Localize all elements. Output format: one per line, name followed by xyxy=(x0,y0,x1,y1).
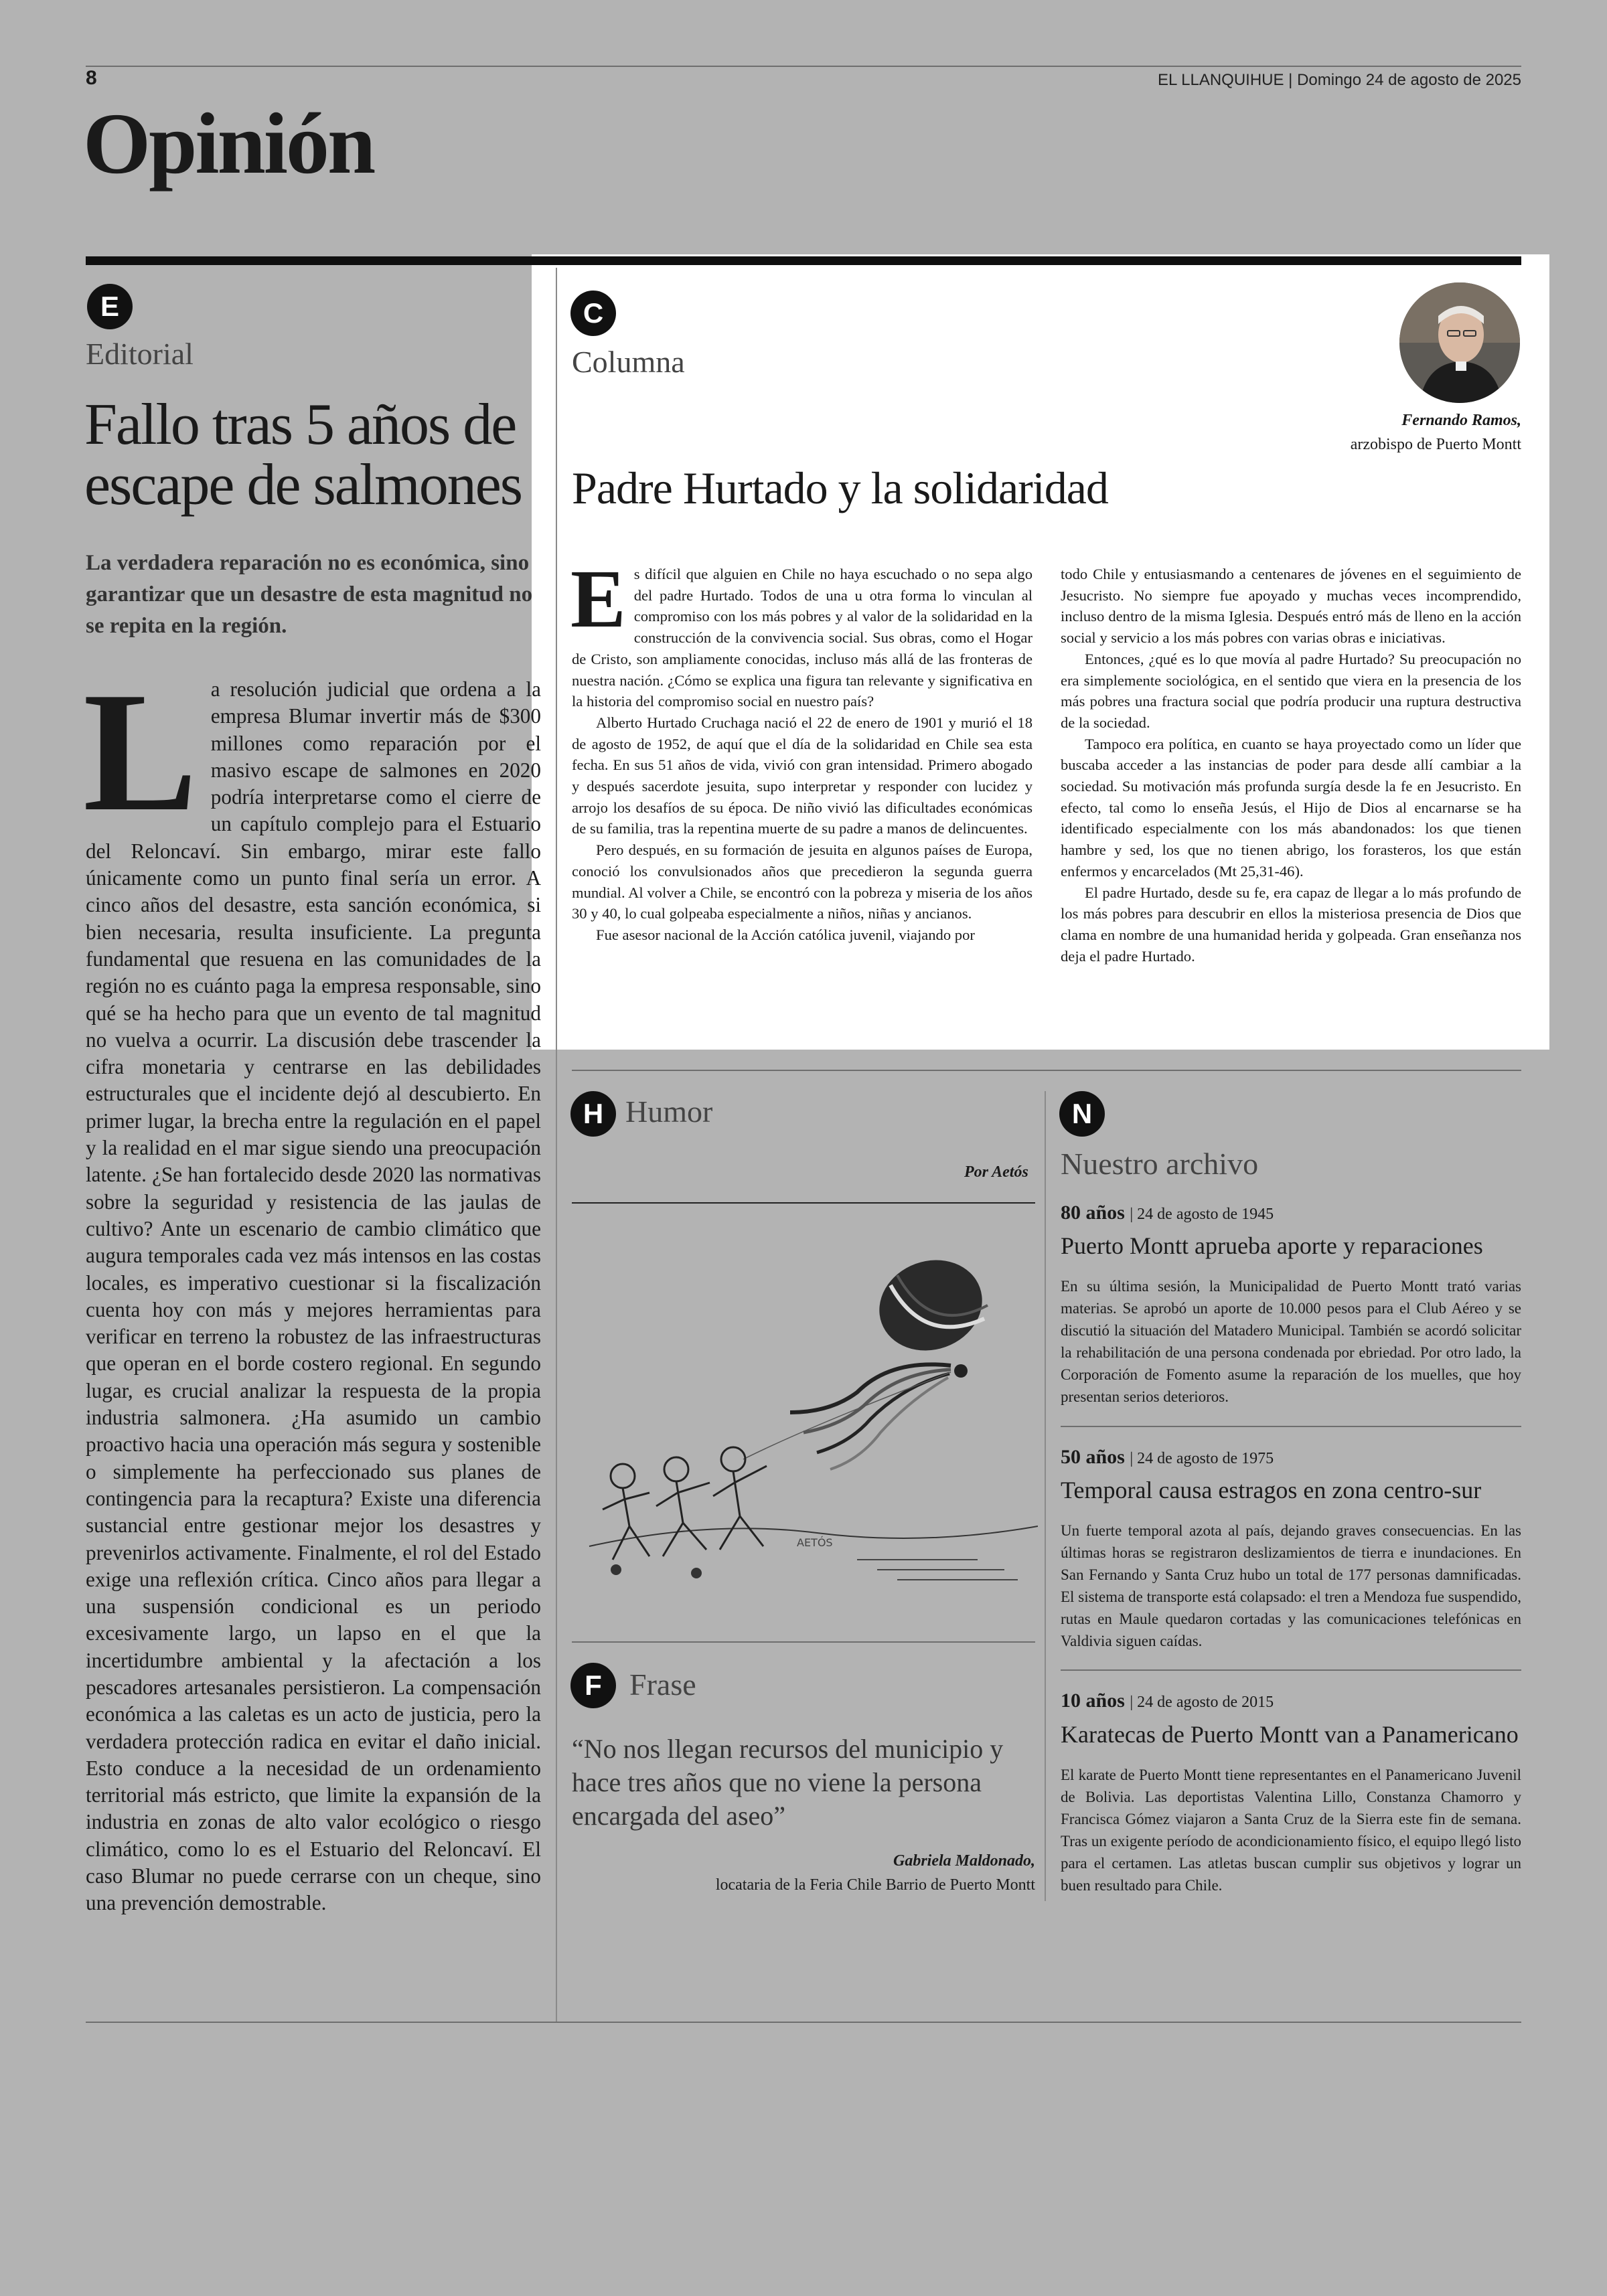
columna-p2: Alberto Hurtado Cruchaga nació el 22 de enero de 1901 y murió el 18 de agosto de 1952, de aquí que el día de la solidaridad en Chile sea esta fecha. En sus 51 años de vida, vivió con gran intensidad. Primero abogado y después sacerdote jesuita, supo interpretar y responder con lucidez y arrojo los desafíos de su época. De niño vivió las dificultades económicas de su familia, tras la repentina muerte de su padre a manos de delincuentes. xyxy=(572,714,1032,837)
editorial-title-line1: Fallo tras 5 años de xyxy=(84,392,516,457)
columna-p8: El padre Hurtado, desde su fe, era capaz de llegar a lo más profundo de los más pobres para descubrir en ellos la misteriosa presencia de Dios que clama en nombre de una humanidad herida y golpeada. Gran enseñanza nos deja el padre Hurtado. xyxy=(1061,884,1521,965)
archivo-item-1-date: | 24 de agosto de 1945 xyxy=(1130,1206,1274,1223)
columna-title: Padre Hurtado y la solidaridad xyxy=(572,463,1108,513)
bottom-rule xyxy=(86,2022,1521,2023)
section-bar xyxy=(86,256,1521,265)
columna-byline xyxy=(1351,408,1521,457)
humor-rule xyxy=(572,1202,1035,1204)
frase-badge: F xyxy=(570,1663,616,1708)
page-number: 8 xyxy=(86,67,97,89)
section-title: Opinión xyxy=(83,96,374,192)
archivo-rule-1 xyxy=(1061,1426,1521,1427)
frase-role: locataria de la Feria Chile Barrio de Puerto Montt xyxy=(715,1876,1035,1894)
editorial-kicker: Editorial xyxy=(86,337,194,371)
archivo-item-3-date: | 24 de agosto de 2015 xyxy=(1130,1694,1274,1711)
archivo-item-2-years: 50 años xyxy=(1061,1446,1125,1468)
columna-p7: Tampoco era política, en cuanto se haya proyectado como un líder que buscaba acceder a las instancias de poder para desde allí cambiar a la sociedad. Su motivación más profunda surgía desde la fe en Jesucristo. En efecto, tal como lo enseña Jesús, el Hijo de Dios al encarnarse se ha identificado especialmente con los más abandonados: los que tienen hambre y sed, los que no tienen abrigo, los forasteros, los que están enfermos y encarcelados (Mt 25,31-46). xyxy=(1061,735,1521,880)
archivo-item-3-head xyxy=(1061,1690,1274,1712)
humor-kicker: Humor xyxy=(625,1094,713,1129)
frase-byline xyxy=(572,1849,1035,1897)
archivo-item-1-years: 80 años xyxy=(1061,1202,1125,1224)
column-divider-right xyxy=(1045,1091,1046,1901)
archivo-item-2-text: Un fuerte temporal azota al país, dejando graves consecuencias. En las últimas horas se registraron deslizamientos de tierra e inundaciones. En San Fernando y Santa Cruz hubo un total de 177 personas damnificadas. El sistema de transporte está colapsado: el tren a Mendoza fue suspendido, rutas en Maule quedaron cortadas y las comunicaciones telefónicas en Valdivia siguen caídas. xyxy=(1061,1522,1521,1649)
archivo-item-1-title: Puerto Montt aprueba aporte y reparaciones xyxy=(1061,1232,1483,1259)
archivo-badge: N xyxy=(1059,1091,1105,1137)
columna-bottom-rule xyxy=(572,1070,1521,1071)
columna-body-right xyxy=(1061,564,1521,967)
editorial-lead: La verdadera reparación no es económica, sino garantizar que un desastre de esta magnitud no se repita en la región. xyxy=(86,551,533,638)
humor-cartoon xyxy=(576,1212,1038,1627)
columna-p5: todo Chile y entusiasmando a centenares de jóvenes en el seguimiento de Jesucristo. No siempre fue apoyado y muchas veces incomprendido, incluso dentro de la misma Iglesia. Después entró más de lleno en la acción social y servicio a los más pobres con varias obras e iniciativas. xyxy=(1061,566,1521,647)
frase-kicker: Frase xyxy=(629,1667,696,1702)
columna-p1: s difícil que alguien en Chile no haya escuchado o no sepa algo del padre Hurtado. Todos de una u otra forma lo vinculan al compromiso con los más pobres y al valor de la solidaridad en la construcción de la convivencia social. Sus obras, como el Hogar de Cristo, son ampliamente conocidas, incluso más allá de las fronteras de nuestra nación. ¿Cómo se explica una figura tan relevante y significativa en la historia del compromiso social en nuestro país? xyxy=(572,566,1032,710)
archivo-rule-2 xyxy=(1061,1669,1521,1671)
cartoon-signature: AETÓS xyxy=(797,1536,833,1549)
humor-badge: H xyxy=(570,1091,616,1137)
archivo-item-3-text: El karate de Puerto Montt tiene representantes en el Panamericano Juvenil de Bolivia. Las deportistas Valentina Lillo, Constanza Chamorro y Francisca Gómez viajaron a Santa Cruz de la Sierra este fin de semana. Tras un exigente período de acondicionamiento físico, el equipo llegó listo para el certamen. Las atletas buscan cumplir sus objetivos y lograr un buen resultado para Chile. xyxy=(1061,1767,1521,1894)
columna-p6: Entonces, ¿qué es lo que movía al padre Hurtado? Su preocupación no era simplemente sociológica, en el sentido que viera en la presencia de los más pobres una fractura social que podría producir una ruptura destructiva de la sociedad. xyxy=(1061,650,1521,731)
editorial-title xyxy=(84,392,522,517)
editorial-body xyxy=(83,657,541,1917)
columna-author-name: Fernando Ramos, xyxy=(1401,412,1521,429)
humor-credit: Por Aetós xyxy=(964,1163,1028,1181)
humor-bottom-rule xyxy=(572,1641,1035,1643)
columna-p4: Fue asesor nacional de la Acción católica juvenil, viajando por xyxy=(596,926,975,943)
columna-p3: Pero después, en su formación de jesuita en algunos países de Europa, conoció los convulsionados años que precedieron la segunda guerra mundial. Al volver a Chile, se encontró con la pobreza y miseria de los años 30 y 40, lo cual golpeaba especialmente a niños, niñas y ancianos. xyxy=(572,841,1032,922)
top-rule xyxy=(86,66,1521,67)
archivo-item-2-head xyxy=(1061,1446,1274,1469)
columna-badge: C xyxy=(570,291,616,336)
editorial-dropcap: L xyxy=(83,657,198,847)
archivo-item-3-title: Karatecas de Puerto Montt van a Panamericano xyxy=(1061,1721,1519,1748)
archivo-item-3-years: 10 años xyxy=(1061,1690,1125,1712)
archivo-kicker: Nuestro archivo xyxy=(1061,1147,1259,1181)
archivo-item-2-date: | 24 de agosto de 1975 xyxy=(1130,1450,1274,1467)
archivo-item-1-text: En su última sesión, la Municipalidad de Puerto Montt trató varias materias. Se aprobó un aporte de 10.000 pesos para el Club Aéreo y se discutió la situación del Matadero Municipal. También se acordó solicitar la rehabilitación de una persona condenada por ebriedad. Por otro lado, la Corporación de Fomento asume la reparación de los muelles, que hoy presentan serios deterioros. xyxy=(1061,1278,1521,1405)
editorial-text: a resolución judicial que ordena a la empresa Blumar invertir más de $300 millones como reparación por el masivo escape de salmones en 2020 podría interpretarse como el cierre de un capítulo complejo para el Estuario del Reloncaví. Sin embargo, mirar este fallo únicamente como un punto final sería un error. A cinco años del desastre, esta sanción económica, si bien necesaria, resulta insuficiente. La pregunta fundamental que resuena en las comunidades de la región no es cuánto paga la empresa responsable, sino qué se ha hecho para que un evento de tal magnitud no vuelva a ocurrir. La discusión debe trascender la cifra monetaria y centrarse en las debilidades estructurales que el incidente dejó al descubierto. En primer lugar, la brecha entre la regulación en el papel y la realidad en el mar sigue siendo una preocupación latente. ¿Se han fortalecido desde 2020 las normativas sobre la seguridad y resistencia de las jaulas de cultivo? Ante un escenario de cambio climático que augura temporales cada vez más intensos en las costas locales, es imperativo cuestionar si la fiscalización cuenta hoy con más y mejores herramientas para verificar en terreno la robustez de las infraestructuras que operan en el borde costero regional. En segundo lugar, es crucial analizar la respuesta de la propia industria salmonera. ¿Ha asumido un cambio proactivo hacia una operación más segura y sostenible o simplemente ha perfeccionado sus planes de contingencia para la recaptura? Existe una diferencia sustancial entre gestionar mejor los desastres y prevenirlos activamente. Finalmente, el rol del Estado exige una reflexión crítica. Cinco años para llegar a una suspensión condicional es un periodo excesivamente largo, un lapso en el que la incertidumbre ambiental y la afectación a los pescadores artesanales persistieron. La compensación económica a las caletas es un acto de justicia, pero la verdadera protección radica en evitar el daño inicial. Esto conduce a la necesidad de un ordenamiento territorial más estricto, que limite la expansión de la industria en zonas de alto valor ecológico o riesgo climático, como lo es el Estuario del Reloncaví. El caso Blumar no puede cerrarse con un cheque, sino una prevención demostrable. xyxy=(86,677,541,1915)
frase-quote: “No nos llegan recursos del municipio y hace tres años que no viene la persona encargada del aseo” xyxy=(572,1734,1004,1831)
columna-dropcap: E xyxy=(570,553,626,645)
column-divider-left xyxy=(556,268,557,2022)
author-photo xyxy=(1399,282,1520,403)
archivo-item-1-head xyxy=(1061,1202,1274,1224)
columna-body-left xyxy=(570,553,1032,946)
frase-author: Gabriela Maldonado, xyxy=(893,1852,1035,1870)
masthead: EL LLANQUIHUE | Domingo 24 de agosto de 2025 xyxy=(1158,71,1521,89)
columna-author-role: arzobispo de Puerto Montt xyxy=(1350,436,1521,453)
archivo-item-2-title: Temporal causa estragos en zona centro-sur xyxy=(1061,1477,1482,1503)
columna-kicker: Columna xyxy=(572,345,685,379)
editorial-title-line2: escape de salmones xyxy=(84,453,522,517)
editorial-badge: E xyxy=(87,284,133,329)
